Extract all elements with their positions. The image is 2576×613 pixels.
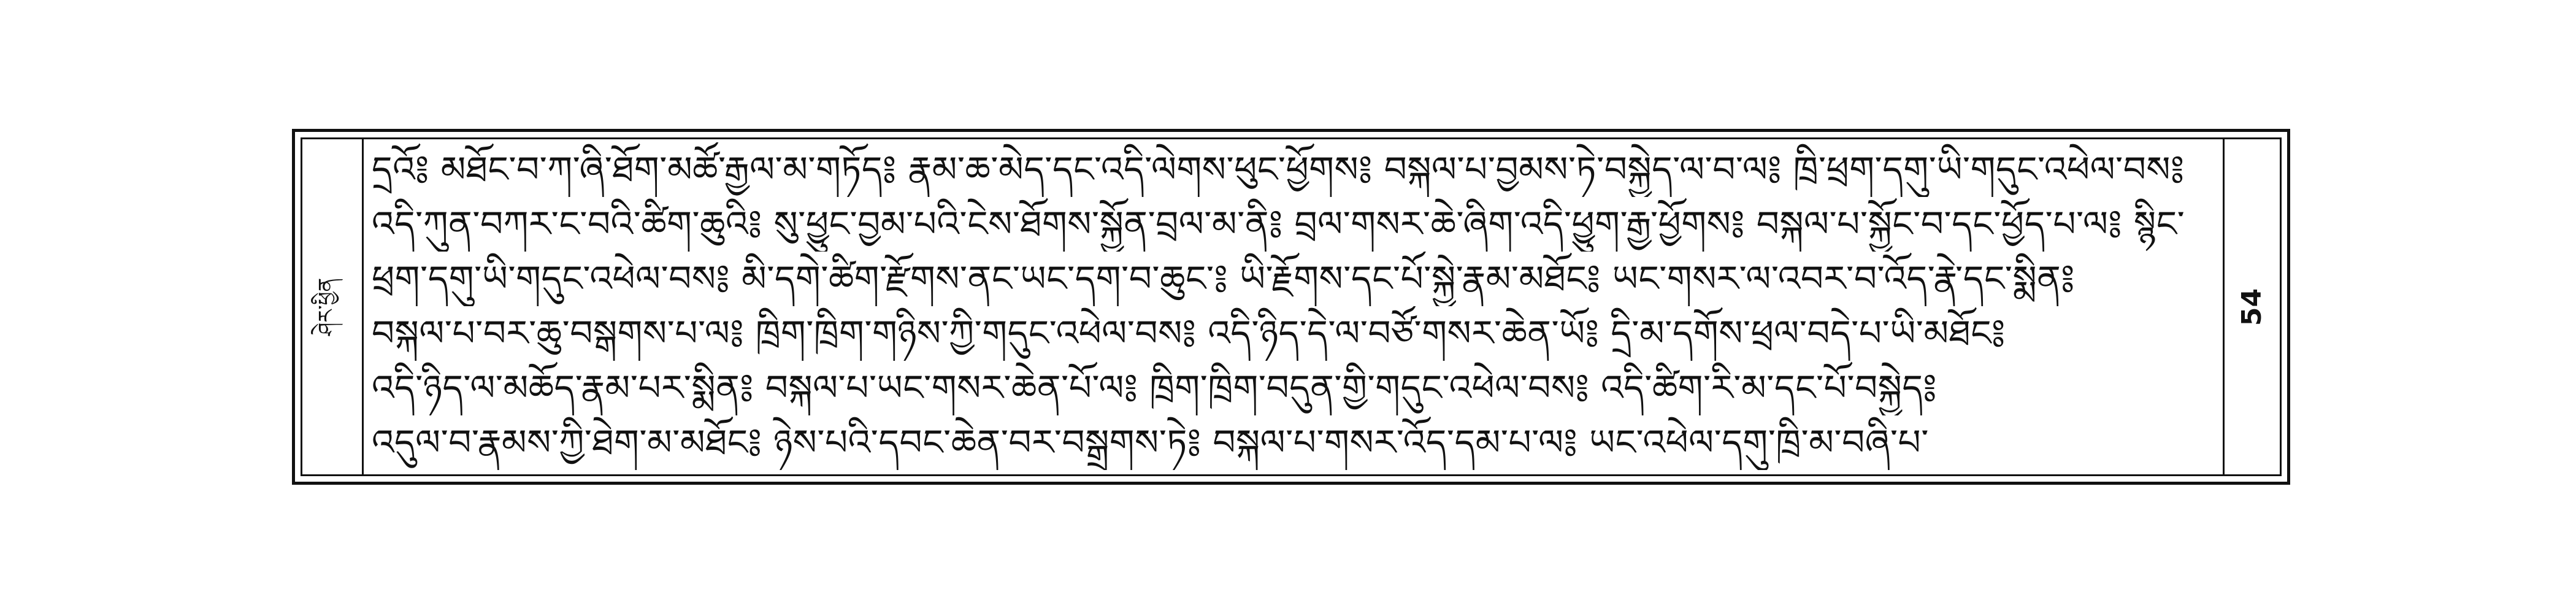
right-margin	[2223, 139, 2280, 474]
tibetan-text-block	[372, 142, 2215, 471]
margin-title: ཤེར་ཕྱིན	[314, 277, 339, 336]
page-number: 54	[2236, 288, 2268, 326]
text-line-1: དྲའོ༔ མཐོང་བ་ཀ་ཞི་ཐོག་མཚོ་རྒྱལ་མ་གཏོད༔ རྣམ་ཆ་མེད་དང་འདི་ལེགས་ཕུང་ཕྱོགས༔ བསྐལ་པ་བྱམས་ཏེ་བསྐྱེད་ལ་བ་ལ༔ ཁྲི་ཕྲག་དགུ་ཡི་གདུང་འཕེལ་བས༔	[372, 148, 2185, 190]
left-margin	[302, 139, 364, 474]
text-line-5: འདི་ཉིད་ལ་མཆོད་རྣམ་པར་སྨིན༔ བསྐལ་པ་ཡང་གསར་ཆེན་པོ་ལ༔ ཁྲིག་ཁྲིག་བདུན་གྱི་གདུང་འཕེལ་བས༔ འདི་ཚིག་རི་མ་དང་པོ་བསྐྱེད༔	[372, 367, 1937, 409]
text-line-4: བསྐལ་པ་བར་ཆུ་བསྒགས་པ་ལ༔ ཁྲིག་ཁྲིག་གཉིས་ཀྱི་གདུང་འཕེལ་བས༔ འདི་ཉིད་དེ་ལ་བཙོ་གསར་ཆེན་ཡོ༔ དྲི་མ་དགོས་ཕྲལ་བདེ་པ་ཡི་མཐོང༔	[372, 312, 2006, 354]
text-line-3: ཕྲག་དགུ་ཡི་གདུང་འཕེལ་བས༔ མི་དགེ་ཚིག་རྫོགས་ནང་ཡང་དག་བ་ཆུང་༔ ཡི་རྗོགས་དང་པོ་སྐྱེ་རྣམ་མཐོང༔ ཡང་གསར་ལ་འབར་བ་འོད་རྣེ་དང་སྨིན༔	[372, 258, 2075, 299]
text-line-2: འདི་ཀུན་བཀར་ང་བའི་ཚིག་ཆུའི༔ སུ་ཕྱུང་བྱམ་པའི་ངེས་ཐོགས་སྐྱོན་བྲལ་མ་ནི༔ བྲལ་གསར་ཆེ་ཞིག་འདི་ཕྱུག་རྒྱ་ཕྱོགས༔ བསྐལ་པ་སྐྱོང་བ་དང་ཕྱོད་པ་ལ༔ སྙིང་	[372, 203, 2185, 245]
text-line-6: འདུལ་བ་རྣམས་ཀྱི་ཐེག་མ་མཐོང༔ ཉེས་པའི་དབང་ཆེན་བར་བསྒྲགས་ཏེ༔ བསྐལ་པ་གསར་འོད་དམ་པ་ལ༔ ཡང་འཕེལ་དགུ་ཁྲི་མ་བཞི་པ་	[372, 422, 1929, 463]
